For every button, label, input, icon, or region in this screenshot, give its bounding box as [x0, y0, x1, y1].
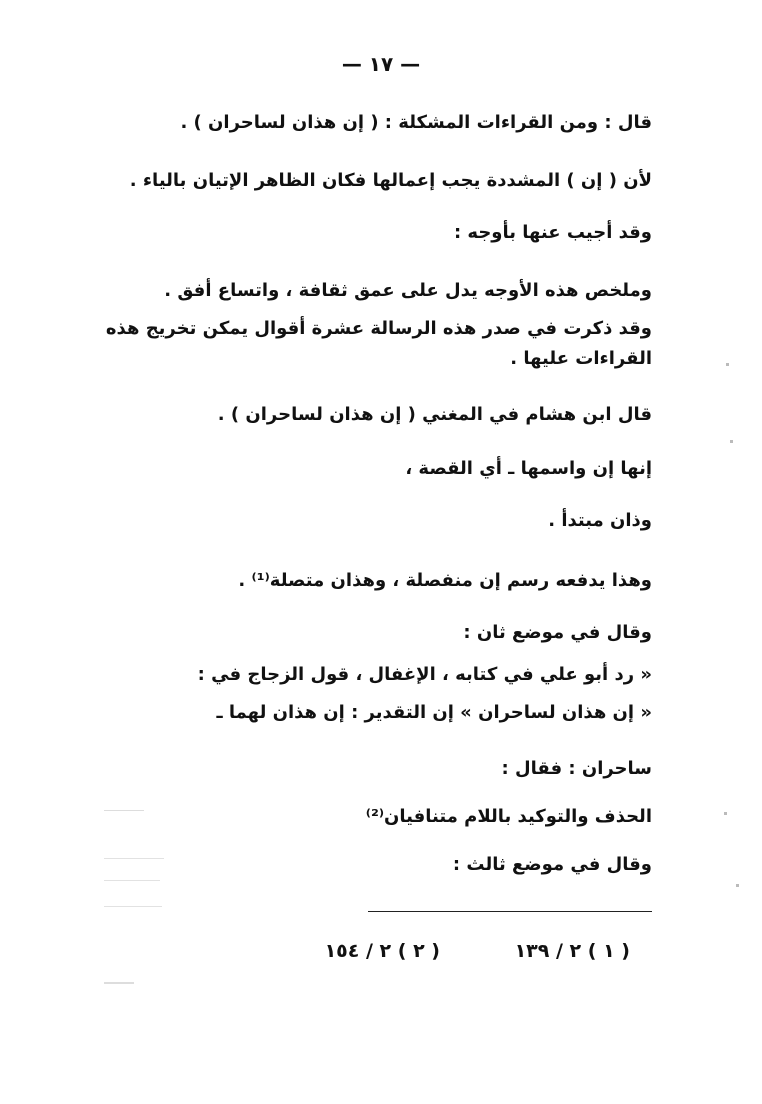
scan-speck [104, 880, 160, 881]
text-line-6: القراءات عليها . [510, 348, 652, 369]
scan-speck [104, 810, 144, 811]
text-line-8: إنها إن واسمها ـ أي القصة ، [405, 458, 652, 479]
text-line-3: وقد أجيب عنها بأوجه : [453, 222, 652, 243]
footnote-1: ( ١ ) ٢ / ١٣٩ [514, 940, 630, 962]
scan-speck [724, 812, 727, 815]
text-line-2: لأن ( إن ) المشددة يجب إعمالها فكان الظاهر الإتيان بالياء . [129, 170, 652, 191]
page-number: — ١٧ — [341, 52, 421, 76]
scan-speck [104, 982, 134, 984]
footnote-2: ( ٢ ) ٢ / ١٥٤ [324, 940, 440, 962]
text-line-10: وهذا يدفعه رسم إن منفصلة ، وهذان متصلة⁽¹⁾ . [238, 570, 652, 591]
scan-speck [730, 440, 733, 443]
scan-speck [726, 363, 729, 366]
footnote-separator [368, 911, 652, 912]
text-line-13: « إن هذان لساحران » إن التقدير : إن هذان لهما ـ [216, 702, 652, 723]
text-line-4: وملخص هذه الأوجه يدل على عمق ثقافة ، واتساع أفق . [164, 280, 652, 301]
text-line-9: وذان مبتدأ . [548, 510, 652, 531]
text-line-5: وقد ذكرت في صدر هذه الرسالة عشرة أقوال يمكن تخريج هذه [105, 318, 652, 339]
text-line-1: قال : ومن القراءات المشكلة : ( إن هذان لساحران ) . [180, 112, 652, 133]
text-line-12: « رد أبو علي في كتابه ، الإغفال ، قول الزجاج في : [197, 664, 652, 685]
text-line-15: الحذف والتوكيد باللام متنافيان⁽²⁾ [365, 806, 652, 827]
scan-speck [104, 858, 164, 859]
scan-speck [736, 884, 739, 887]
text-line-14: ساحران : فقال : [501, 758, 652, 779]
scan-speck [104, 906, 162, 907]
text-line-7: قال ابن هشام في المغني ( إن هذان لساحران ) . [217, 404, 652, 425]
text-line-11: وقال في موضع ثان : [463, 622, 652, 643]
text-line-16: وقال في موضع ثالث : [452, 854, 652, 875]
